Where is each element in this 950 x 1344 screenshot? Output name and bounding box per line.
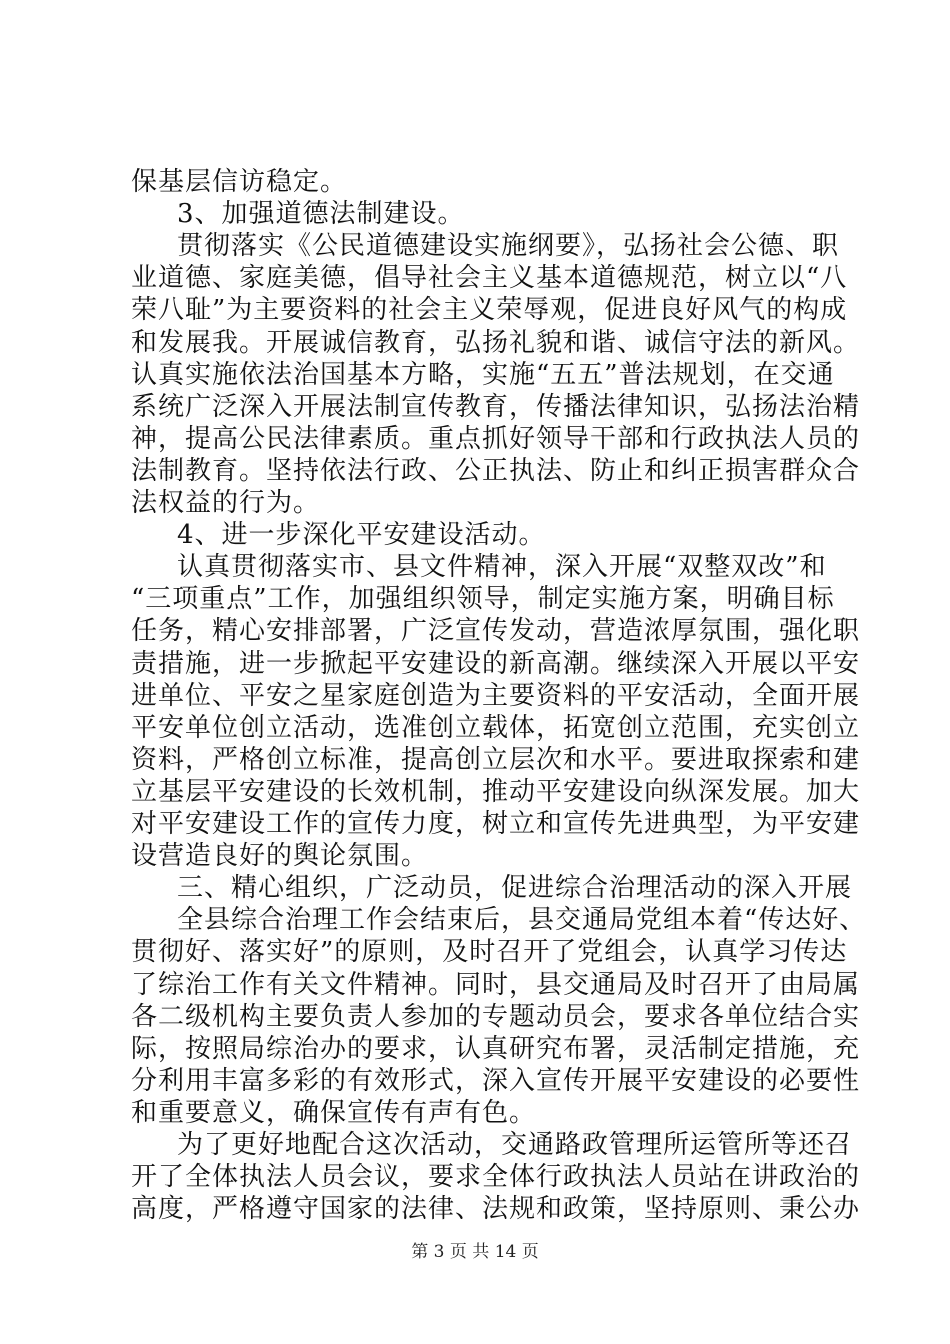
section-heading: 3、加强道德法制建设。 [177,199,465,230]
body-text-line: 为了更好地配合这次活动，交通路政管理所运管所等还召 [177,1130,853,1160]
page-number-footer: 第 3 页 共 14 页 [411,1242,539,1262]
body-text-line: 进单位、平安之星家庭创造为主要资料的平安活动，全面开展 [131,680,861,711]
body-text-line: 各二级机构主要负责人参加的专题动员会，要求各单位结合实 [131,1001,861,1032]
body-text-line: 认真实施依法治国基本方略，实施“五五”普法规划，在交通 [131,359,835,390]
body-text-line: 业道德、家庭美德，倡导社会主义基本道德规范，树立以“八 [131,263,848,294]
body-text-line: “三项重点”工作，加强组织领导，制定实施方案，明确目标 [131,584,835,615]
body-text-line: 和发展我。开展诚信教育，弘扬礼貌和谐、诚信守法的新风。 [131,327,861,358]
section-heading: 4、进一步深化平安建设活动。 [177,520,546,551]
body-text-line: 法权益的行为。 [131,488,321,518]
body-text-line: 分利用丰富多彩的有效形式，深入宣传开展平安建设的必要性 [131,1065,861,1096]
body-text-line: 认真贯彻落实市、县文件精神，深入开展“双整双改”和 [177,552,827,583]
body-text-line: 法制教育。坚持依法行政、公正执法、防止和纠正损害群众合 [131,455,861,486]
body-text-line: 责措施，进一步掀起平安建设的新高潮。继续深入开展以平安 [131,648,861,679]
body-text-line: 高度，严格遵守国家的法律、法规和政策，坚持原则、秉公办 [131,1194,861,1225]
body-text-line: 贯彻落实《公民道德建设实施纲要》，弘扬社会公德、职 [177,231,840,262]
body-text-line: 神，提高公民法律素质。重点抓好领导干部和行政执法人员的 [131,423,861,454]
body-text-line: 保基层信访稳定。 [131,167,348,197]
body-text-line: 全县综合治理工作会结束后，县交通局党组本着“传达好、 [177,905,867,936]
body-text-line: 资料，严格创立标准，提高创立层次和水平。要进取探索和建 [131,744,861,775]
body-text-line: 系统广泛深入开展法制宣传教育，传播法律知识，弘扬法治精 [131,391,861,422]
body-text-line: 对平安建设工作的宣传力度，树立和宣传先进典型，为平安建 [131,809,861,839]
section-heading: 三、精心组织，广泛动员，促进综合治理活动的深入开展 [177,873,853,904]
body-text-line: 设营造良好的舆论氛围。 [131,841,429,872]
body-text-line: 和重要意义，确保宣传有声有色。 [131,1097,537,1128]
body-text-line: 际，按照局综治办的要求，认真研究布署，灵活制定措施，充 [131,1033,861,1064]
body-text-line: 平安单位创立活动，选准创立载体，拓宽创立范围，充实创立 [131,712,861,743]
body-text-line: 荣八耻”为主要资料的社会主义荣辱观，促进良好风气的构成 [131,295,848,326]
body-text-line: 了综治工作有关文件精神。同时，县交通局及时召开了由局属 [131,969,861,1000]
body-text-line: 任务，精心安排部署，广泛宣传发动，营造浓厚氛围，强化职 [131,616,861,647]
body-text-line: 贯彻好、落实好”的原则，及时召开了党组会，认真学习传达 [131,937,848,968]
body-text-line: 开了全体执法人员会议，要求全体行政执法人员站在讲政治的 [131,1162,861,1193]
body-text-line: 立基层平安建设的长效机制，推动平安建设向纵深发展。加大 [131,776,861,807]
